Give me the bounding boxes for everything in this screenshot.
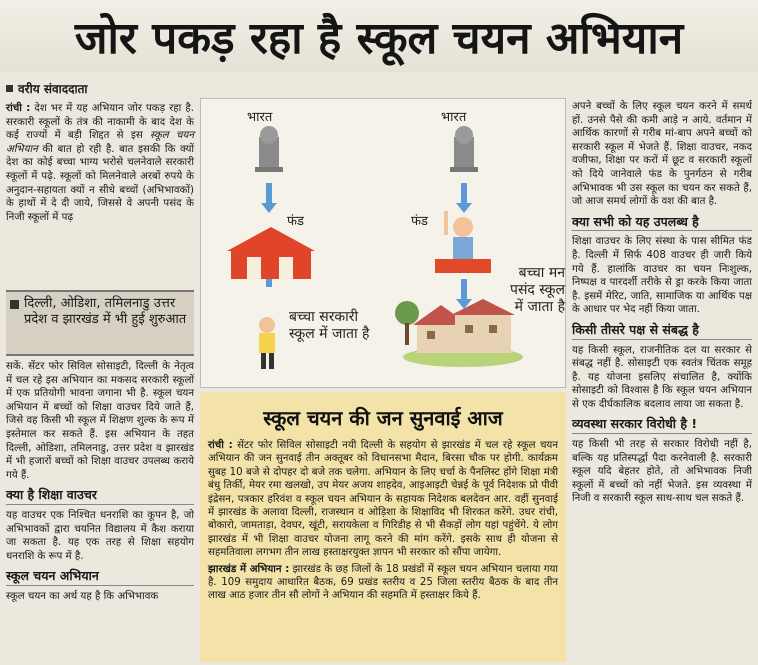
subhead-availability: क्या सभी को यह उपलब्ध है [572,215,752,232]
column-1-bottom [6,360,194,606]
child-walking-icon [259,317,275,369]
infographic-illustration [201,99,565,387]
dateline: रांची : [6,103,31,114]
subhead-third-party: किसी तीसरे पक्ष से संबद्ध है [572,323,752,340]
country-label-left: भारत [247,110,273,125]
child-reading-icon [435,211,491,273]
col1-p1: देश भर में यह अभियान जोर पकड़ रहा है. सरकारी स्कूलों के तंत्र की नाकामी के बाद देश के कई राज्यों में बड़ी शिद्दत से इस [6,103,194,142]
hearing-box [200,392,566,662]
box-p2-lead: झारखंड में अभियान : [208,563,290,575]
col1-p1-end: की बात हो रही है. बात इसकी कि क्यों देश का कोई बच्चा भाग्य भरोसे चलनेवाले सरकारी स्कूलों में पढ़े. स्कूलों को मिलनेवाले अरबों रुपये के अनुदान-सहायता क्यों न सीधे बच्चों (अभिभावकों) के हाथों में दे दी जाये, जिससे वे अपनी पसंद के निजी स्कूलों में पढ़ [6,143,194,223]
col3-p3: यह किसी स्कूल, राजनीतिक दल या सरकार से संबद्ध नहीं है. सोसाइटी एक स्वतंत्र चिंतक समूह है. यह योजना इसलिए संचालित है, क्योंकि सोसाइटी को विश्वास है कि स्कूल चयन अभियान से एक दीर्घकालिक बदलाव लाया जा सकता है. [572,344,752,410]
emblem-left-icon [255,126,283,172]
infographic [200,98,566,388]
col3-p1: अपने बच्चों के लिए स्कूल चयन करने में समर्थ हों. उनसे पैसे की कमी आड़े न आये. वर्तमान में आर्थिक कारणों से गरीब मां-बाप अपने बच्चों को सरकारी स्कूल में भेजते हैं. शिक्षा वाउचर, नकद वजीफा, शिक्षा पर करों में छूट व सरकारी स्कूलों को दिये जानेवाले फंड के पुनर्गठन से गरीब अभिभावक भी उस स्कूल का चयन कर सकते हैं, जो आज समर्थ लोगों के वश की बात है. [572,101,752,208]
subhead-voucher: क्या है शिक्षा वाउचर [6,488,194,505]
box-title: स्कूल चयन की जन सुनवाई आज [263,406,503,430]
col3-p4: यह किसी भी तरह से सरकार विरोधी नहीं है, बल्कि यह प्रतिस्पर्द्धा पैदा करनेवाली है. सरकारी स्कूल यदि बेहतर होते, तो अभिभावक निजी स्कूलों में बच्चों को नहीं भेजते. इस व्यवस्था में निजी व सरकारी स्कूल साथ-साथ चल सकते हैं. [572,439,752,505]
subhead-anti-government: व्यवस्था सरकार विरोधी है ! [572,417,752,434]
fund-label-right: फंड [411,214,428,229]
col1-p2: सकें. सेंटर फोर सिविल सोसाइटी, दिल्ली के नेतृत्व में चल रहे इस अभियान का मकसद सरकारी स्कूलों में एक प्रतियोगी भावना जगाना भी है. स्कूल चयन अभियान में बच्चों को शिक्षा वाउचर दिये जाते हैं, जिसे वह किसी भी स्कूल में शिक्षण शुल्क के रूप में इस्तेमाल कर सकते हैं. इस अभियान के तहत दिल्ली, ओडिशा, तमिलनाडु, उत्तर प्रदेश व झारखंड में भी हजारों बच्चों को शिक्षा वाउचर उपलब्ध कराये गये हैं. [6,361,194,481]
box-text [208,439,558,603]
box-p1: सेंटर फोर सिविल सोसाइटी नयी दिल्ली के सहयोग से झारखंड में चल रहे स्कूल चयन अभियान की जन सुनवाई तीन अक्तूबर को विधानसभा मैदान, बिरसा चौक पर होगी. कार्यक्रम सुबह 10 बजे से दोपहर दो बजे तक चलेगा. अभियान के लिए चर्चा के पैनलिस्ट होंगे शिक्षा मंत्री बंधु तिर्की, मेयर रमा खलखो, उप मेयर अजय शाहदेव, आइआइटी चेन्नई के पूर्व निदेशक प्रो पीवी इंद्रेसन, पत्रकार हरिवंश व स्कूल चयन अभियान के सहायक निदेशक बलदेवन आर. वहीं सुनवाई में झारखंड के अलावा दिल्ली, राजस्थान व ओड़िशा के शिक्षाविद भी शिरकत करेंगे. उधर रांची, बोकारो, जामताड़ा, देवघर, खूंटी, सरायकेला व गिरिडीह से भी सैकड़ों लोग यहां पहुंचेंगे. ये लोग झारखंड में भी शिक्षा वाउचर योजना लागू करने की मांग करेंगे. इसके साथ ही योजना से सहमतिवाला लगभग तीन लाख हस्ताक्षरयुक्त ज्ञापन भी सरकार को सौंपा जायेगा. [208,440,558,559]
column-1-paragraph-1 [6,102,194,224]
byline-text: वरीय संवाददाता [18,82,88,96]
pull-quote [6,290,194,356]
col1-p1-italic: स्कूल चयन अभियान [6,130,194,155]
bullet-square-icon [6,85,13,92]
bullet-square-icon [10,300,19,309]
box-dateline: रांची : [208,440,233,451]
byline [6,80,194,97]
box-paragraph-1 [208,439,558,560]
emblem-right-icon [450,126,478,172]
headline: जोर पकड़ रहा है स्कूल चयन अभियान [0,0,758,72]
subhead-school-choice: स्कूल चयन अभियान [6,569,194,586]
column-1-top [6,102,194,226]
government-school-icon [227,227,315,279]
caption-right: बच्चा मन पसंद स्कूल में जाता है [510,265,565,315]
col3-p2: शिक्षा वाउचर के लिए संस्था के पास सीमित फंड है. दिल्ली में सिर्फ 408 वाउचर ही जारी किये गये हैं. हालांकि वाउचर का चयन निःशुल्क, निष्पक्ष व पारदर्शी तरीके से ड्रा करके किया जाता है. इसमें मेरिट, जाति, सामाजिक या आर्थिक पक्ष के आधार पर भेद नहीं किया जाता. [572,236,752,316]
col1-p3: यह वाउचर एक निश्चित धनराशि का कूपन है, जो अभिभावकों द्वारा चयनित विद्यालय में कैश कराया जा सकता है. यह एक तरह से शिक्षा सहयोग धनराशि के रूप में है. [6,509,194,562]
country-label-right: भारत [441,110,467,125]
col1-p4: स्कूल चयन का अर्थ यह है कि अभिभावक [6,590,159,602]
caption-left: बच्चा सरकारी स्कूल में जाता है [289,309,370,342]
box-p2: झारखंड के छह जिलों के 18 प्रखंडों में स्कूल चयन अभियान चलाया गया है. 109 समुदाय आधारित बैठक, 69 प्रखंड स्तरीय व 25 जिला स्तरीय बैठक के बाद तीन लाख आठ हजार तीन सौ लोगों ने अभियान की सहमति में हस्ताक्षर किये हैं. [208,563,558,602]
box-paragraph-2 [208,563,558,603]
pull-quote-text: दिल्ली, ओडिशा, तमिलनाडु उत्तर प्रदेश व झारखंड में भी हुई शुरुआत [24,296,187,327]
column-3 [572,100,752,508]
fund-label-left: फंड [287,214,304,229]
